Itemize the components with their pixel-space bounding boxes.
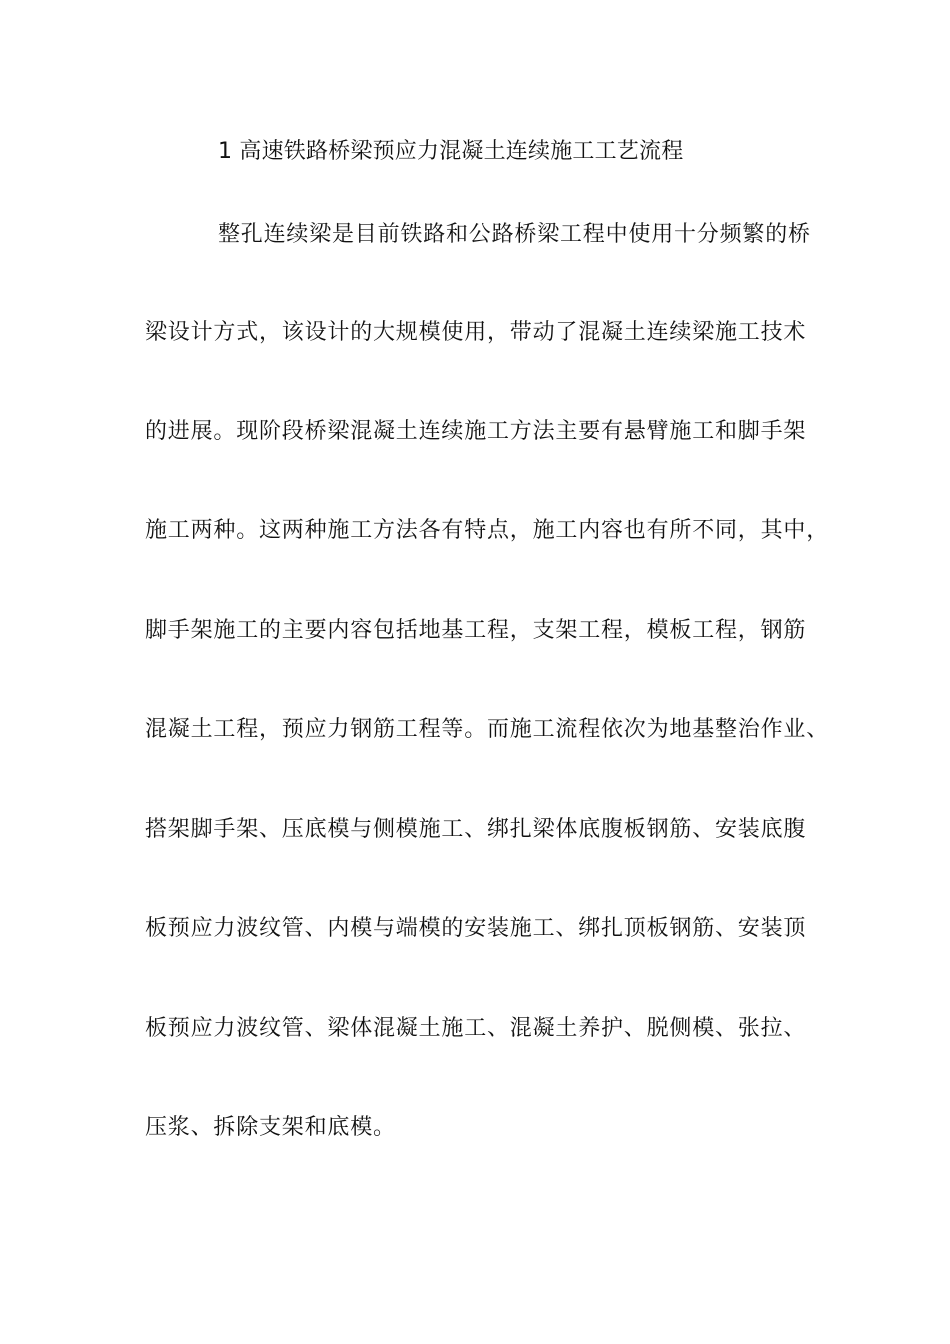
paragraph-line: 梁设计方式，该设计的大规模使用，带动了混凝土连续梁施工技术	[145, 320, 807, 345]
section-heading: 1 高速铁路桥梁预应力混凝土连续施工工艺流程	[218, 139, 684, 164]
paragraph-line: 施工两种。这两种施工方法各有特点，施工内容也有所不同，其中，	[145, 518, 830, 543]
paragraph-line: 板预应力波纹管、梁体混凝土施工、混凝土养护、脱侧模、张拉、	[145, 1016, 807, 1041]
paragraph-line: 板预应力波纹管、内模与端模的安装施工、绑扎顶板钢筋、安装顶	[145, 916, 807, 941]
paragraph-line: 搭架脚手架、压底模与侧模施工、绑扎梁体底腹板钢筋、安装底腹	[145, 817, 807, 842]
paragraph-line: 混凝土工程，预应力钢筋工程等。而施工流程依次为地基整治作业、	[145, 717, 830, 742]
paragraph-line: 的进展。现阶段桥梁混凝土连续施工方法主要有悬臂施工和脚手架	[145, 419, 807, 444]
paragraph-line: 压浆、拆除支架和底模。	[145, 1115, 396, 1140]
paragraph-line: 整孔连续梁是目前铁路和公路桥梁工程中使用十分频繁的桥	[218, 222, 811, 247]
paragraph-line: 脚手架施工的主要内容包括地基工程，支架工程，模板工程，钢筋	[145, 618, 807, 643]
